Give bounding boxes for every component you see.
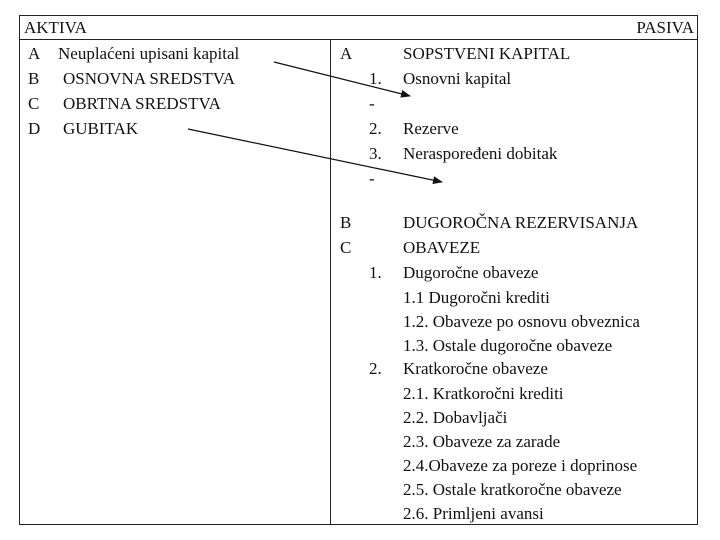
aktiva-label-b: OSNOVNA SREDSTVA bbox=[63, 69, 236, 88]
pasiva-label-b: DUGOROČNA REZERVISANJA bbox=[403, 213, 639, 232]
arrow-loss-to-retained-earnings bbox=[188, 129, 442, 182]
arrow-unpaid-capital-to-basic-capital bbox=[274, 62, 410, 96]
pasiva-a-label-1: Osnovni kapital bbox=[403, 69, 512, 88]
aktiva-label-d: GUBITAK bbox=[63, 119, 139, 138]
pasiva-c2-item: 2.4.Obaveze za poreze i doprinose bbox=[403, 456, 638, 475]
pasiva-label-a: SOPSTVENI KAPITAL bbox=[403, 44, 571, 63]
aktiva-letter-d: D bbox=[28, 119, 41, 138]
pasiva-label-c: OBAVEZE bbox=[403, 238, 481, 257]
pasiva-c1-item: 1.1 Dugoročni krediti bbox=[403, 288, 550, 307]
pasiva-c-num-2: 2. bbox=[369, 359, 382, 378]
pasiva-heading: PASIVA bbox=[636, 18, 694, 37]
pasiva-c2-item: 2.2. Dobavljači bbox=[403, 408, 508, 427]
pasiva-a-dash-1: - bbox=[369, 94, 375, 113]
pasiva-letter-c: C bbox=[340, 238, 352, 257]
pasiva-a-num-1: 1. bbox=[369, 69, 382, 88]
aktiva-letter-a: A bbox=[28, 44, 41, 63]
pasiva-c-label-1: Dugoročne obaveze bbox=[403, 263, 539, 282]
pasiva-letter-a: A bbox=[340, 44, 353, 63]
pasiva-a-label-2: Rezerve bbox=[403, 119, 459, 138]
aktiva-label-c: OBRTNA SREDSTVA bbox=[63, 94, 221, 113]
aktiva-heading: AKTIVA bbox=[24, 18, 87, 37]
pasiva-c1-item: 1.2. Obaveze po osnovu obveznica bbox=[403, 312, 640, 331]
pasiva-c-num-1: 1. bbox=[369, 263, 382, 282]
pasiva-a-label-3: Neraspoređeni dobitak bbox=[403, 144, 558, 163]
pasiva-c2-item: 2.3. Obaveze za zarade bbox=[403, 432, 561, 451]
pasiva-c1-item: 1.3. Ostale dugoročne obaveze bbox=[403, 336, 613, 355]
pasiva-c2-item: 2.1. Kratkoročni krediti bbox=[403, 384, 564, 403]
aktiva-letter-b: B bbox=[28, 69, 40, 88]
aktiva-label-a: Neuplaćeni upisani kapital bbox=[58, 44, 240, 63]
aktiva-letter-c: C bbox=[28, 94, 40, 113]
pasiva-c-label-2: Kratkoročne obaveze bbox=[403, 359, 548, 378]
pasiva-a-dash-2: - bbox=[369, 169, 375, 188]
pasiva-letter-b: B bbox=[340, 213, 352, 232]
pasiva-a-num-3: 3. bbox=[369, 144, 382, 163]
pasiva-a-num-2: 2. bbox=[369, 119, 382, 138]
pasiva-c2-item: 2.5. Ostale kratkoročne obaveze bbox=[403, 480, 622, 499]
pasiva-c2-item: 2.6. Primljeni avansi bbox=[403, 504, 544, 523]
